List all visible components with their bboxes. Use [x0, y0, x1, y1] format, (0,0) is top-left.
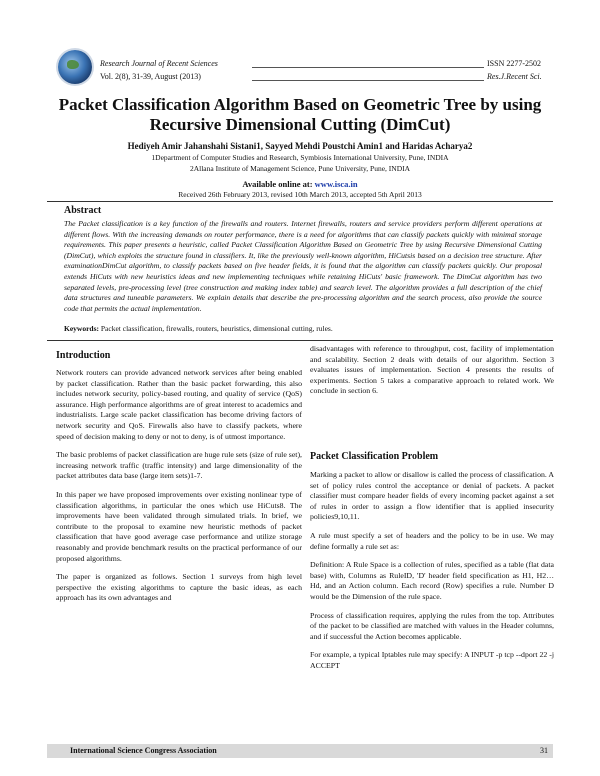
pcp-paragraph: For example, a typical Iptables rule may specify: A INPUT -p tcp --dport 22 -j ACCEPT — [310, 650, 554, 670]
available-label: Available online at: — [242, 179, 315, 189]
keywords — [64, 324, 542, 333]
pcp-paragraph: Definition: A Rule Space is a collection of rules, specified as a table (flat data base) with, Columns as RuleID, 'D' header field specification as H1, H2… Hd, and an Action column. Each record (Row) specifies a rule. Number D would be the Dimension of the rule space. — [310, 560, 554, 601]
affiliation-1: 1Department of Computer Studies and Research, Symbiosis International University, Pune, INDIA — [151, 153, 449, 162]
divider — [47, 340, 553, 341]
intro-paragraph: In this paper we have proposed improvements over existing nonlinear type of classification algorithms, in particular the ones which use HiCuts8. The improvements have been validated through simulated trials. In brief, we contribute to the proposal to examine new heuristic methods of packet classification that have good average case performance and utilize storage reasonably and provide benchmark results on the practical performance of our proposed algorithms. — [56, 489, 302, 563]
affiliation-2: 2Allana Institute of Management Science, Pune University, Pune, INDIA — [189, 164, 411, 173]
available-online — [40, 179, 560, 189]
journal-url-link[interactable]: www.isca.in — [314, 179, 358, 189]
right-column-top — [310, 344, 554, 405]
page-number: 31 — [540, 746, 548, 755]
keywords-list: Packet classification, firewalls, routers, heuristics, dimensional cutting, rules. — [100, 324, 333, 333]
abstract-text: The Packet classification is a key function of the firewalls and routers. Internet firewalls, routers and service providers perform different operations at different flows. With the increasing demands on router performance, there is a need for algorithms that can classify packets quickly with minimal storage requirements. This paper presents a heuristic, called Packet Classification Algorithm Based on Geometric Tree by using Recursive Dimensional Cutting (DimCut), which exploits the structure found in classifiers. It, like the previously well-known algorithm, HiCutsis based on a decision tree structure. After examinationDimCut algorithm, to classify packets based on five header fields, it is found that the algorithm can classify packets quickly. Our proposal extends HiCuts with new heuristics ideas and new implementing techniques while retaining HiCuts' basic framework. The DimCut algorithm has two separated levels, pre-processing level (tree construction and making index table) and search level. The algorithm provides a full description of the chief data structures and tuneable parameters. We explain details that describe the pre-processing algorithm and the search process, also provide the source code that permits the actual implementation. — [64, 219, 542, 313]
pcp-paragraph: Process of classification requires, applying the rules from the top. Attributes of the packet to be classified are matched with values in the Header columns, and if successful the Action becomes applicable. — [310, 610, 554, 641]
right-column — [310, 470, 554, 680]
header-rule — [252, 67, 484, 68]
intro-paragraph: The basic problems of packet classification are huge rule sets (size of rule set), increasing network traffic (traffic intensity) and large dimensionality of the packet attributes data base (large item sets)1-7. — [56, 450, 302, 481]
footer-association: International Science Congress Association — [70, 746, 217, 755]
journal-volume: Vol. 2(8), 31-39, August (2013) — [100, 72, 201, 81]
received-dates: Received 26th February 2013, revised 10th March 2013, accepted 5th April 2013 — [178, 190, 422, 199]
authors: Hediyeh Amir Jahanshahi Sistani1, Sayyed Mehdi Poustchi Amin1 and Haridas Acharya2 — [127, 141, 473, 151]
keywords-label: Keywords: — [64, 324, 101, 333]
abstract-heading: Abstract — [64, 205, 102, 216]
paper-title: Packet Classification Algorithm Based on Geometric Tree by using Recursive Dimensional Cutting (DimCut) — [58, 95, 542, 134]
section-heading-introduction: Introduction — [56, 350, 111, 361]
journal-name: Research Journal of Recent Sciences — [100, 59, 218, 68]
intro-continuation: disadvantages with reference to throughput, cost, facility of implementation and scalability. Section 2 deals with details of our algorithm. Section 3 evaluates issues of implementation. Section 4 presents the results of experiments. Section 5 takes a comparative approach to related work. We conclude in section 6. — [310, 344, 554, 396]
divider — [47, 201, 553, 202]
left-column — [56, 368, 302, 612]
journal-abbrev: Res.J.Recent Sci. — [487, 72, 542, 81]
intro-paragraph: Network routers can provide advanced network services after being enabled by packet classification. Rather than the basic packet forwarding, this also includes network security, policy-based routing, and quality of service (QoS) assurance. High performance algorithms are of great interest to academics and industrialists. Large scale packet classification has become driving factors of network security and QoS. Firewalls also have to classify packets, where speed of decision making to deny or not to deny, is of utmost importance. — [56, 368, 302, 441]
journal-logo-globe-icon — [58, 50, 92, 84]
header-rule — [252, 80, 484, 81]
issn: ISSN 2277-2502 — [487, 59, 542, 68]
pcp-paragraph: A rule must specify a set of headers and the policy to be in use. We may define formally a rule set as: — [310, 530, 554, 551]
section-heading-packet-classification-problem: Packet Classification Problem — [310, 451, 439, 462]
pcp-paragraph: Marking a packet to allow or disallow is called the process of classification. A set of policy rules control the acceptance or denial of packets. A packet classifier must compare header fields of every incoming packet against a set of rules in order to assign a flow identifier that is applied insecurity policies9,10,11. — [310, 470, 554, 522]
intro-paragraph: The paper is organized as follows. Section 1 surveys from high level perspective the existing algorithms to capture the basic ideas, as each approach has its own advantages and — [56, 572, 302, 603]
